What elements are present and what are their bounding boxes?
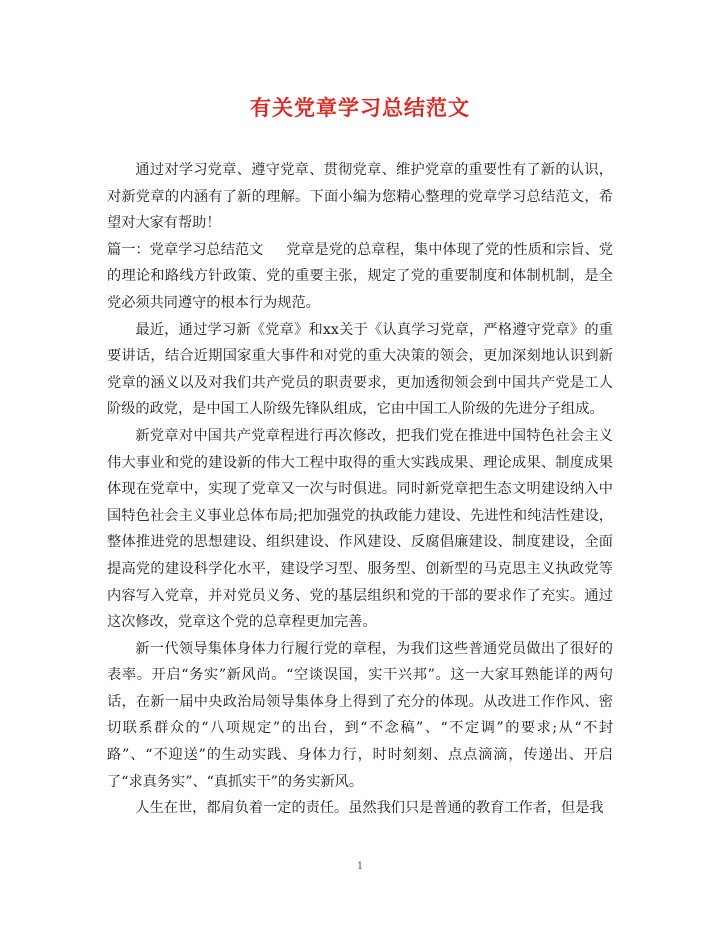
- section-one-paragraph: [107, 237, 613, 317]
- body-paragraph: 新一代领导集体身体力行履行党的章程，为我们这些普通党员做出了很好的表率。开启“务实”新风尚。“空谈误国，实干兴邦”。这一大家耳熟能详的两句话，在新一届中央政治局领导集体身上得到了充分的体现。从改进工作作风、密切联系群众的“八项规定”的出台，到“不念稿”、“不定调”的要求;从“不封路”、“不迎送”的生动实践、身体力行，时时刻刻、点点滴滴，传递出、开启了“求真务实”、“真抓实干”的务实新风。: [107, 640, 613, 790]
- body-paragraph: 最近，通过学习新《党章》和xx关于《认真学习党章，严格遵守党章》的重要讲话，结合近期国家重大事件和对党的重大决策的领会，更加深刻地认识到新党章的涵义以及对我们共产党员的职责要求，更加透彻领会到中国共产党是工人阶级的政党，是中国工人阶级先锋队组成，它由中国工人阶级的先进分子组成。: [107, 321, 613, 418]
- document-title: 有关党章学习总结范文: [250, 95, 470, 120]
- page-number: 1: [356, 861, 364, 872]
- section-label: 篇一：党章学习总结范文: [107, 241, 264, 258]
- body-paragraph: 人生在世，都肩负着一定的责任。虽然我们只是普通的教育工作者，但是我: [135, 800, 604, 817]
- document-body: [107, 157, 613, 822]
- section-first-paragraph-text: 党章是党的总章程，集中体现了党的性质和宗旨、党的理论和路线方针政策、党的重要主张，规定了党的重要制度和体制机制，是全党必须共同遵守的根本行为规范。: [107, 241, 613, 311]
- body-paragraph: 新党章对中国共产党章程进行再次修改，把我们党在推进中国特色社会主义伟大事业和党的建设新的伟大工程中取得的重大实践成果、理论成果、制度成果体现在党章中，实现了党章又一次与时俱进。同时新党章把生态文明建设纳入中国特色社会主义事业总体布局;把加强党的执政能力建设、先进性和纯洁性建设，整体推进党的思想建设、组织建设、作风建设、反腐倡廉建设、制度建设，全面提高党的建设科学化水平，建设学习型、服务型、创新型的马克思主义执政党等内容写入党章，并对党员义务、党的基层组织和党的干部的要求作了充实。通过这次修改，党章这个党的总章程更加完善。: [107, 427, 613, 631]
- intro-paragraph: 通过对学习党章、遵守党章、贯彻党章、维护党章的重要性有了新的认识，对新党章的内涵有了新的理解。下面小编为您精心整理的党章学习总结范文，希望对大家有帮助！: [107, 162, 613, 232]
